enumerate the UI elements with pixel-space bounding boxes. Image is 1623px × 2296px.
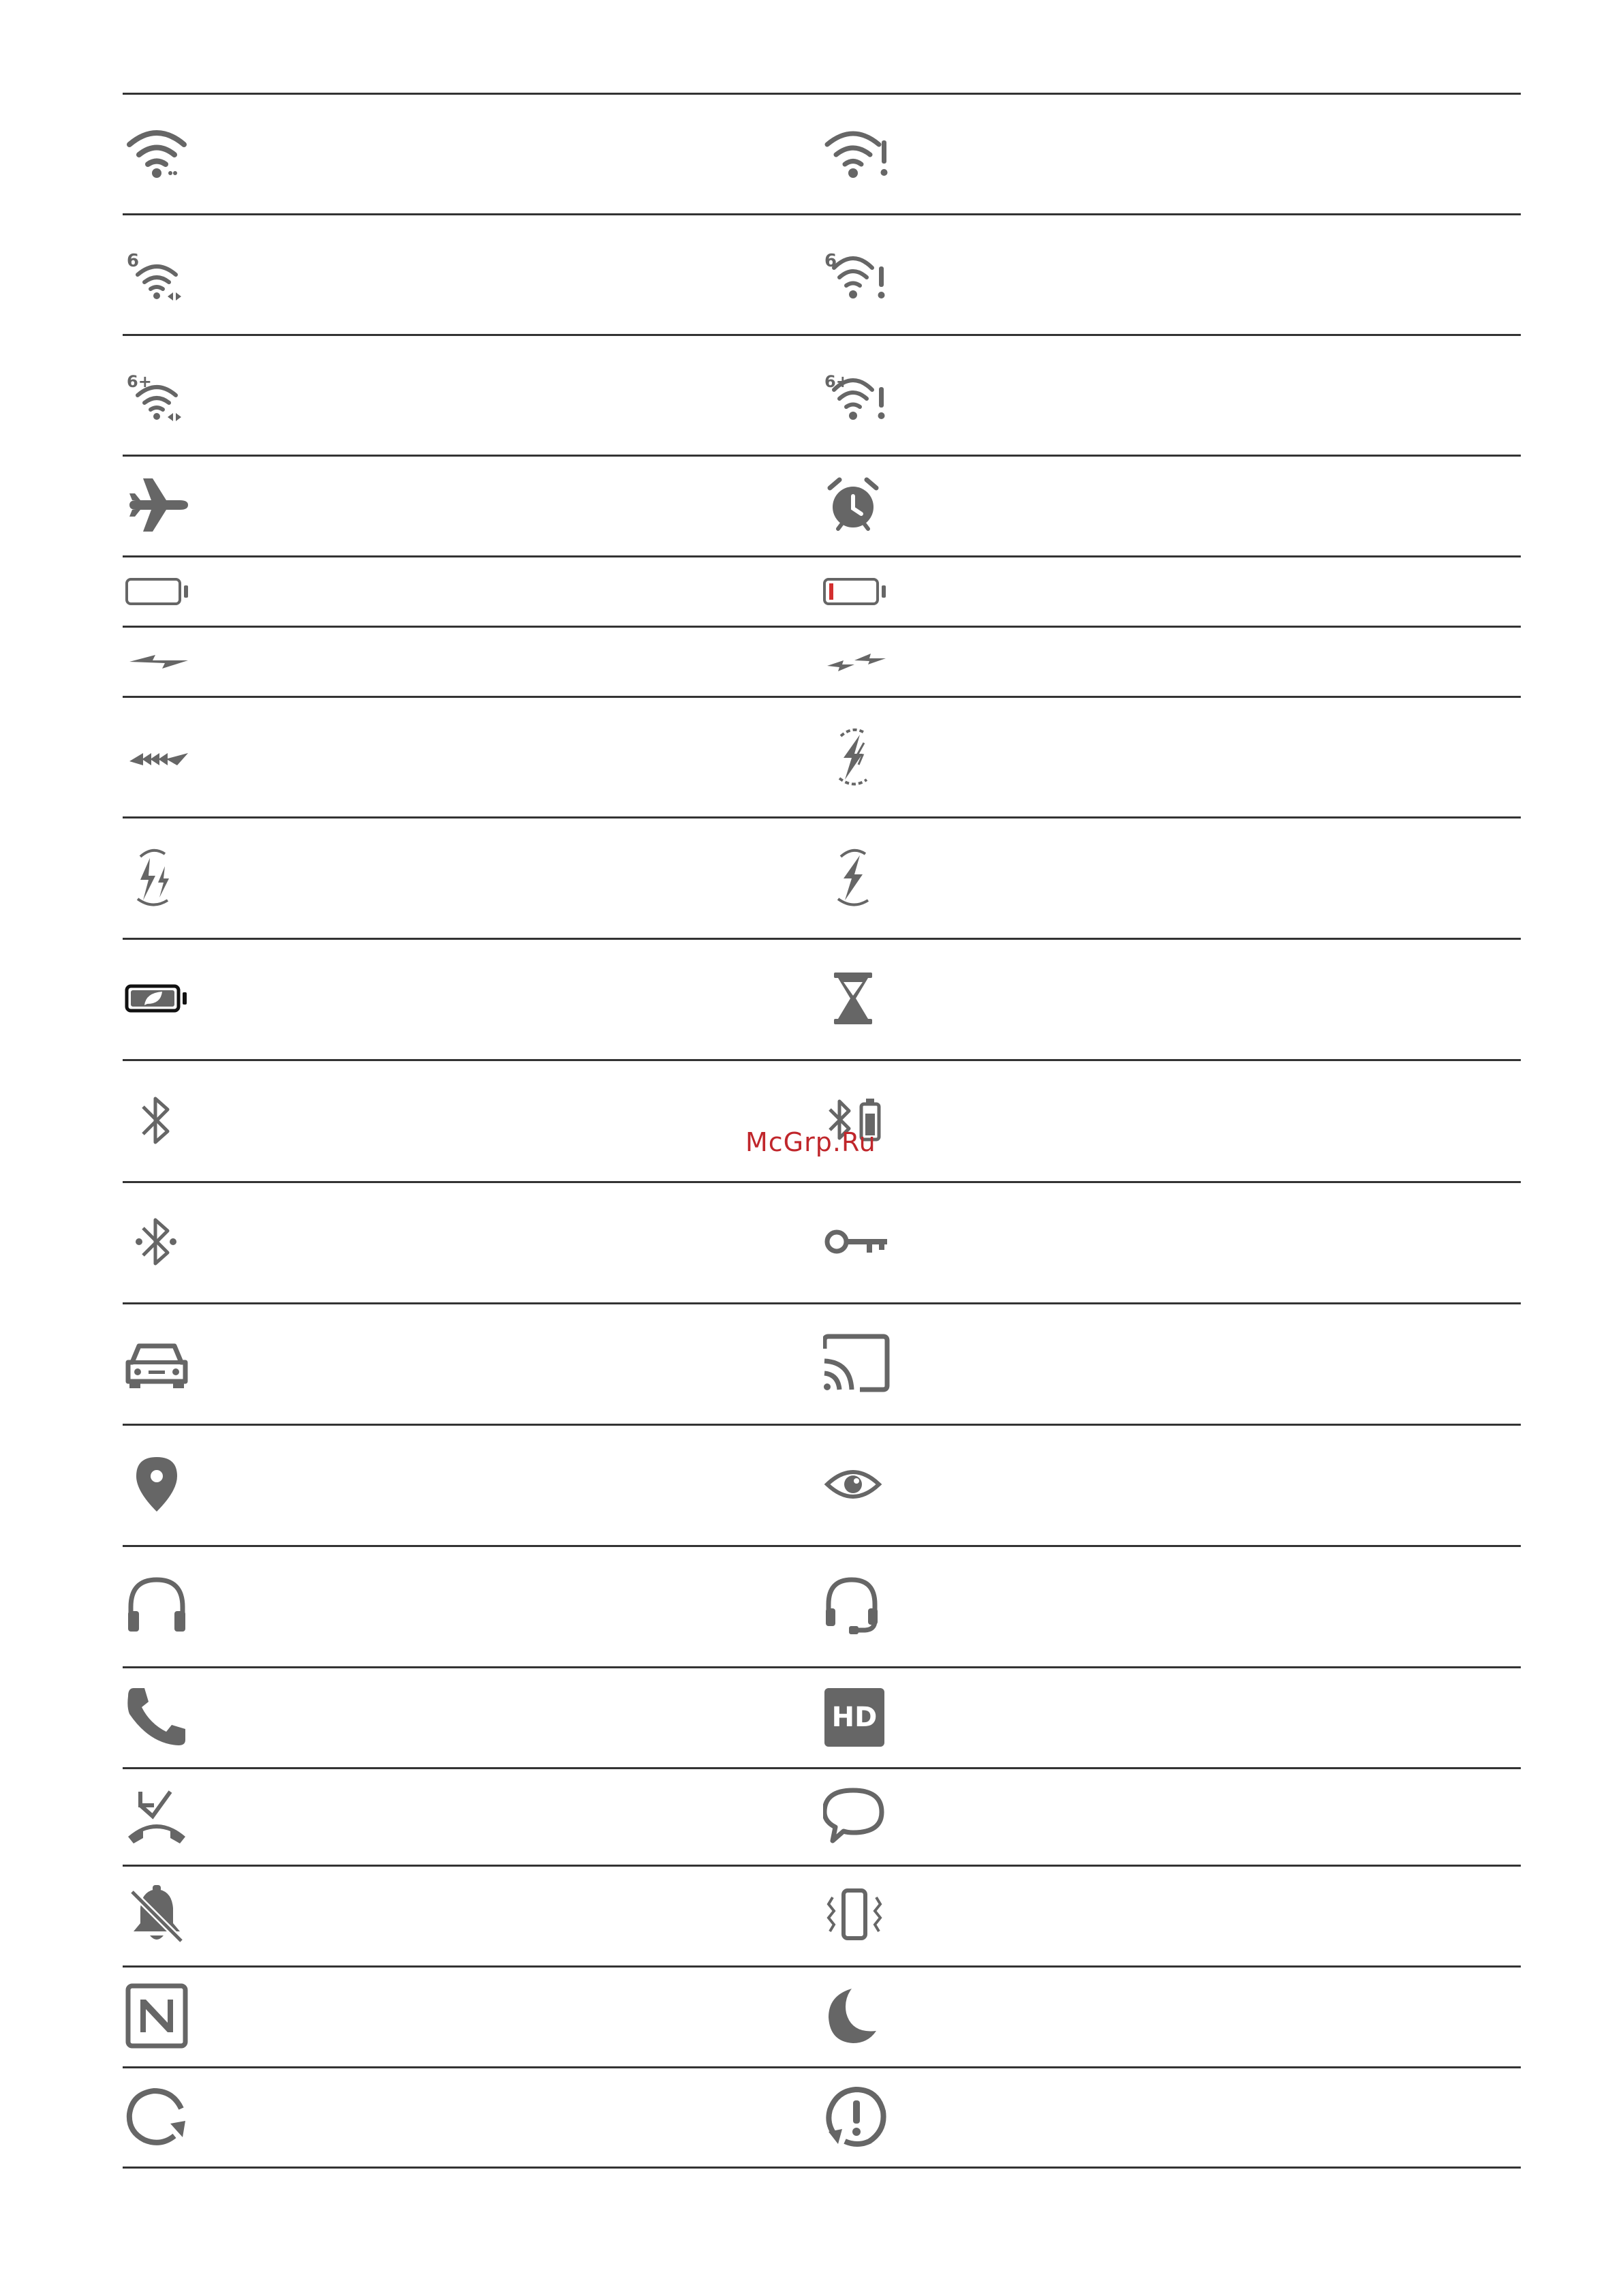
vpn-key-icon [823,1221,891,1262]
eye-comfort-icon [823,1457,891,1512]
wireless-super-charging-icon [823,722,891,791]
svg-text:6: 6 [824,250,837,271]
location-pin-icon [123,1450,191,1518]
table-row [123,1181,1521,1302]
wifi-warning-icon [823,123,891,184]
table-row [123,1666,1521,1767]
table-row [123,626,1521,696]
table-row [123,1865,1521,1965]
driving-mode-icon [123,1332,191,1394]
power-saving-icon [123,978,191,1019]
svg-text:HD: HD [831,1702,878,1733]
svg-text:6+: 6+ [824,371,850,391]
table-row [123,1059,1521,1181]
vibrate-icon [823,1881,891,1949]
table-row [123,555,1521,626]
headset-mic-icon [823,1572,891,1640]
charging-icon [123,644,191,678]
nfc-icon [123,1982,191,2050]
alarm-icon [823,474,891,536]
battery-low-icon [823,574,891,608]
airplane-mode-icon [123,474,191,536]
svg-text:6: 6 [127,250,140,271]
table-row [123,1767,1521,1865]
syncing-icon [123,2083,191,2151]
wireless-charging-icon [123,843,191,911]
missed-call-icon [123,1782,191,1850]
table-row [123,938,1521,1059]
bluetooth-icon [123,1086,191,1154]
message-bubble-icon [823,1782,891,1850]
bluetooth-connected-icon [123,1208,191,1276]
super-charging-icon [123,726,191,787]
watermark: McGrp.Ru [745,1127,876,1157]
do-not-disturb-moon-icon [823,1982,891,2050]
hd-volte-icon [823,1683,891,1751]
table-row [123,213,1521,334]
wifi6-transfer-icon [123,243,191,305]
projection-cast-icon [823,1332,891,1394]
table-row [123,1965,1521,2066]
digital-balance-icon [823,964,891,1032]
table-row [123,1545,1521,1666]
wifi6-warning-icon [823,243,891,305]
table-row [123,93,1521,213]
wifi6-plus-transfer-icon [123,364,191,425]
sync-failed-icon [823,2083,891,2151]
headset-icon [123,1572,191,1640]
phone-call-icon [123,1683,191,1751]
wireless-quick-charging-icon [823,843,891,911]
table-row [123,455,1521,555]
table-row [123,696,1521,816]
table-row [123,2066,1521,2167]
table-row [123,1424,1521,1545]
quick-charging-icon [823,644,891,678]
table-rule [123,2167,1521,2169]
battery-empty-icon [123,574,191,608]
svg-text:6+: 6+ [127,371,152,391]
silent-mode-icon [123,1881,191,1949]
wifi6-plus-warning-icon [823,364,891,425]
table-row [123,1302,1521,1424]
table-row [123,816,1521,938]
wifi-6-plus-signal-icon [123,123,191,184]
table-row [123,334,1521,455]
